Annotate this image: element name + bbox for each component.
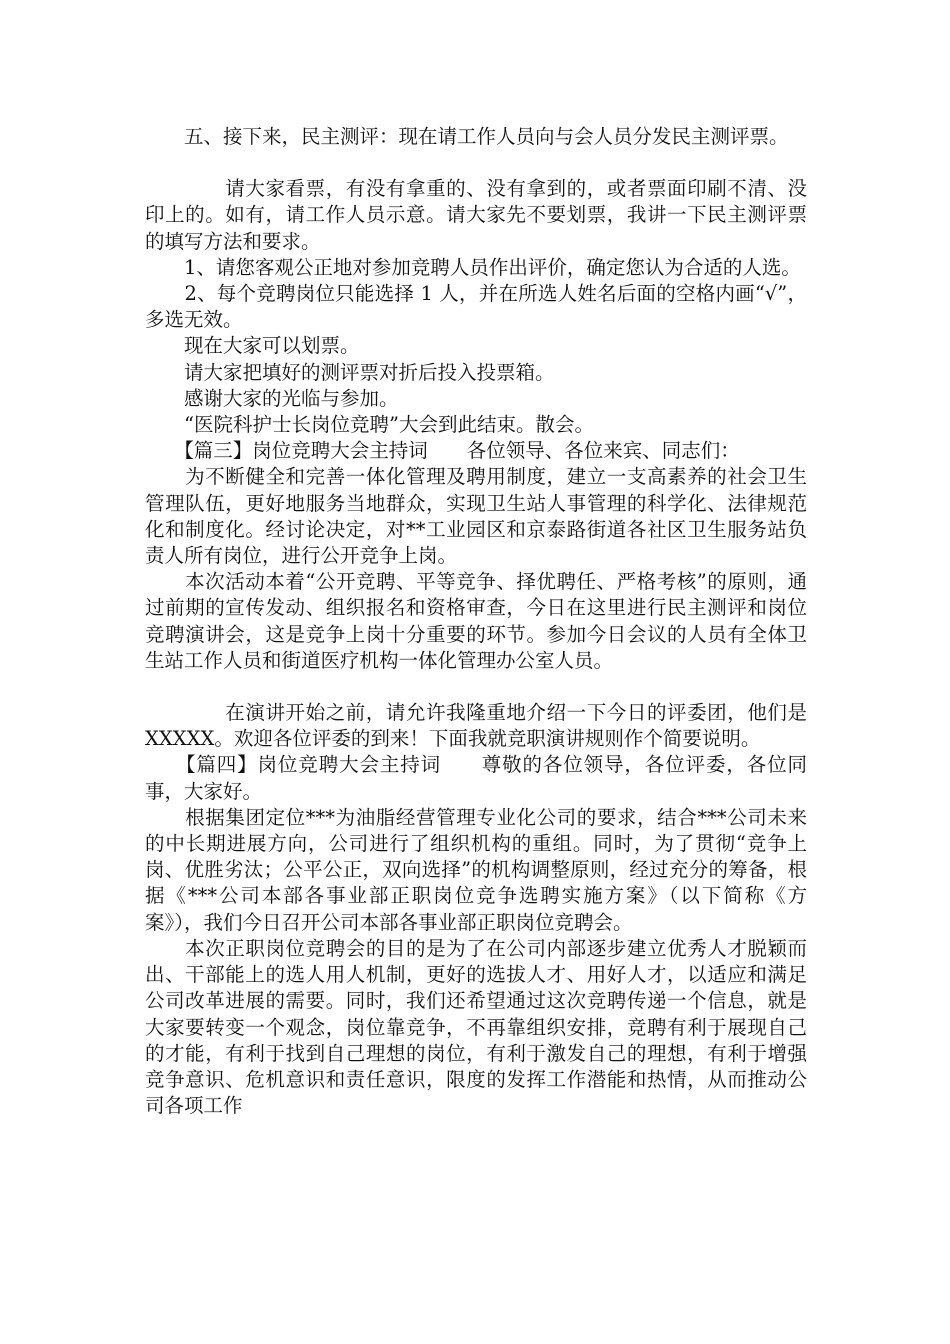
paragraph-huapiao: 现在大家可以划票。 xyxy=(145,334,360,358)
blank-line xyxy=(145,674,807,700)
paragraph-sanhui: “医院科护士长岗位竞聘”大会到此结束。散会。 xyxy=(145,413,594,437)
paragraph-yuanze: 本次活动本着“公开竞聘、平等竞争、择优聘任、严格考核”的原则，通过前期的宣传发动、组织报名和资格审查，今日在这里进行民主测评和岗位竞聘演讲会，这是竞争上岗十分重要的环节。参加今日会议的人员有全体卫生站工作人员和街道医疗机构一体化管理办公室人员。 xyxy=(145,570,807,672)
paragraph-jianquan: 为不断健全和完善一体化管理及聘用制度，建立一支高素养的社会卫生管理队伍，更好地服务当地群众，实现卫生站人事管理的科学化、法律规范化和制度化。经讨论决定，对**工业园区和京泰路街道各社区卫生服务站负责人所有岗位，进行公开竞争上岗。 xyxy=(145,465,807,568)
paragraph-toupiao: 请大家把填好的测评票对折后投入投票箱。 xyxy=(145,360,555,384)
section-heading-pian-si: 【篇四】岗位竞聘大会主持词 尊敬的各位领导，各位评委，各位同事，大家好。 xyxy=(145,753,807,803)
paragraph-ganxie: 感谢大家的光临与参加。 xyxy=(145,386,399,410)
paragraph-pingweituan: 在演讲开始之前，请允许我隆重地介绍一下今日的评委团，他们是 XXXXX。欢迎各位评委的到来！下面我就竞职演讲规则作个简要说明。 xyxy=(145,701,814,751)
paragraph-minzhu-ceping: 五、接下来，民主测评：现在请工作人员向与会人员分发民主测评票。 xyxy=(145,125,789,148)
blank-line xyxy=(145,150,807,176)
paragraph-jituan-dingwei: 根据集团定位***为油脂经营管理专业化公司的要求，结合***公司未来的中长期进展方向，公司进行了组织机构的重组。同时，为了贯彻“竞争上岗、优胜劣汰；公平公正，双向选择”的机构调整原则，经过充分的筹备，根据《***公司本部各事业部正职岗位竞争选聘实施方案》（以下简称《方案》），我们今日召开公司本部各事业部正职岗位竞聘会。 xyxy=(145,805,807,934)
paragraph-mudi: 本次正职岗位竞聘会的目的是为了在公司内部逐步建立优秀人才脱颖而出、干部能上的选人用人机制，更好的选拔人才、用好人才，以适应和满足公司改革进展的需要。同时，我们还希望通过这次竞聘传递一个信息，就是大家要转变一个观念，岗位靠竞争，不再靠组织安排，竞聘有利于展现自己的才能，有利于找到自己理想的岗位，有利于激发自己的理想，有利于增强竞争意识、危机意识和责任意识，限度的发挥工作潜能和热情，从而推动公司各项工作 xyxy=(145,936,807,1118)
paragraph-kanpiao: 请大家看票，有没有拿重的、没有拿到的，或者票面印刷不清、没印上的。如有，请工作人员示意。请大家先不要划票，我讲一下民主测评票的填写方法和要求。 xyxy=(145,177,807,253)
paragraph-rule-1: 1、请您客观公正地对参加竞聘人员作出评价，确定您认为合适的人选。 xyxy=(145,255,801,279)
paragraph-rule-2: 2、每个竞聘岗位只能选择 1 人，并在所选人姓名后面的空格内画“√”，多选无效。 xyxy=(145,282,807,332)
section-heading-pian-san: 【篇三】岗位竞聘大会主持词 各位领导、各位来宾、同志们： xyxy=(145,439,740,463)
